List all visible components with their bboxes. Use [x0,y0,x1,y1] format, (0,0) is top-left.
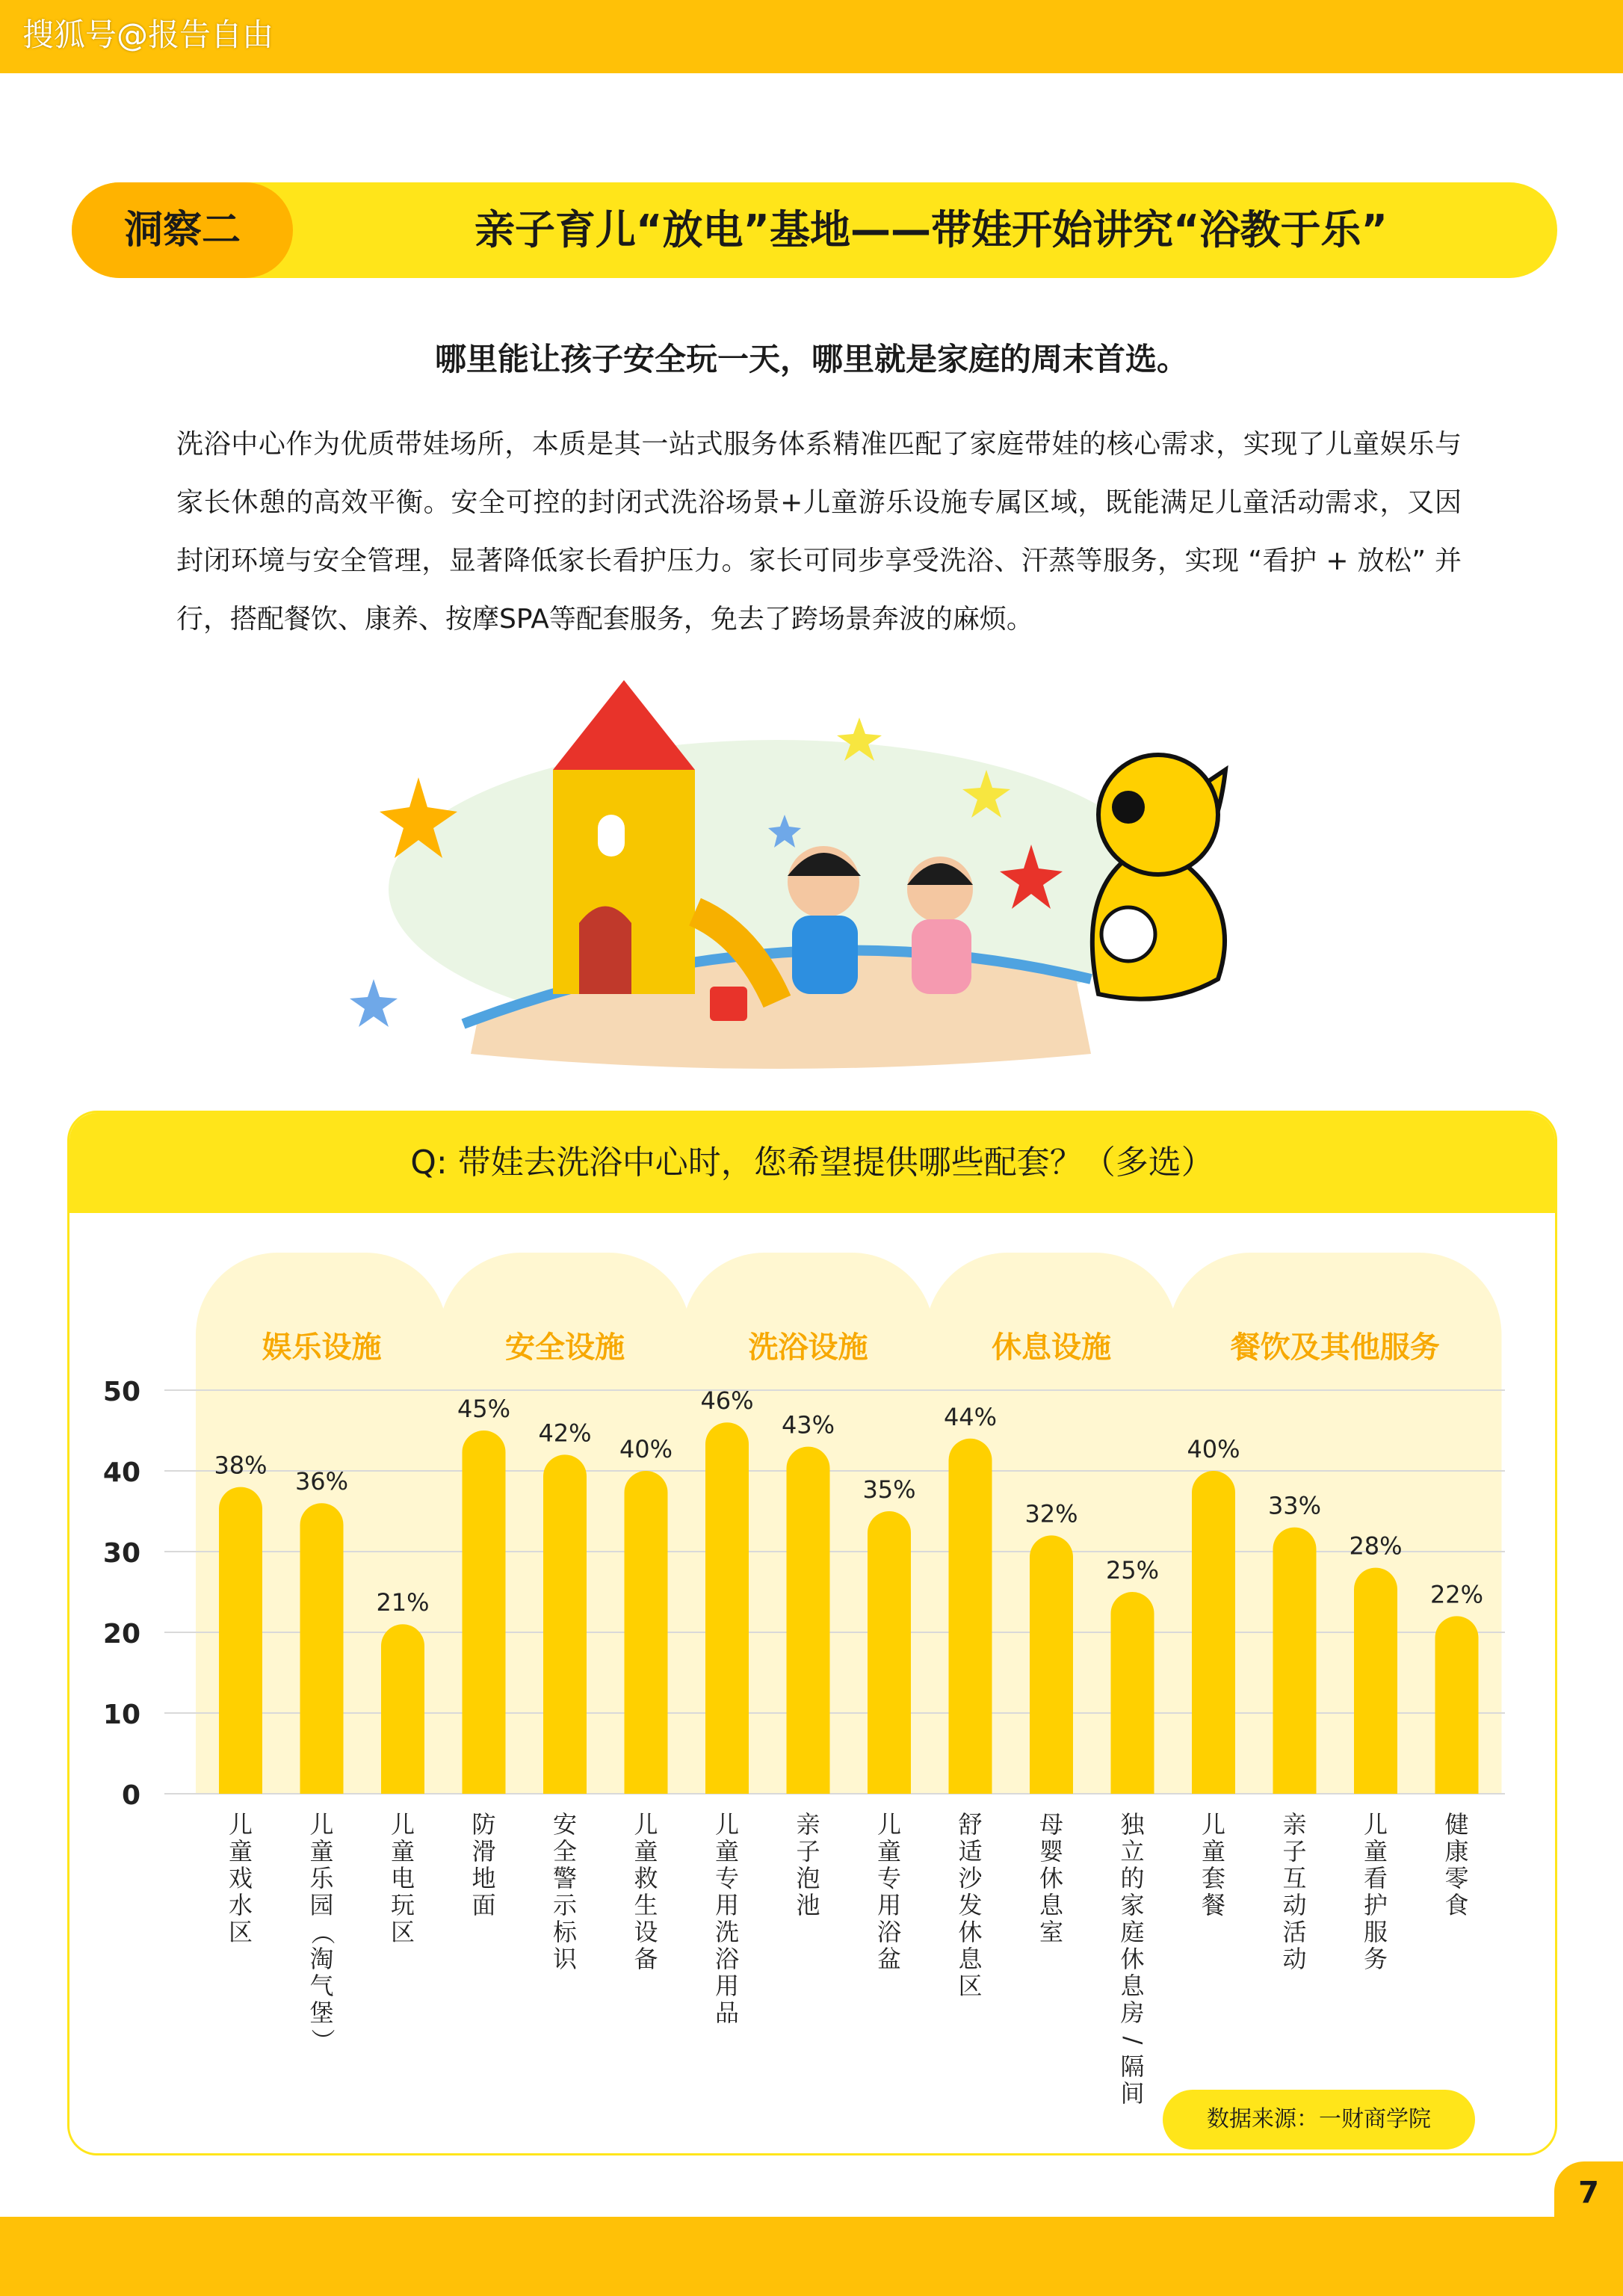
bar [463,1431,506,1794]
bar [1192,1471,1235,1794]
bar-value-label: 45% [457,1395,511,1423]
category-label-char: 庭 [1120,1918,1145,1946]
category-label-char: 浴 [877,1918,902,1946]
bar-value-label: 25% [1105,1556,1160,1584]
bar [219,1487,262,1794]
category-label-char: 气 [309,1972,334,2000]
category-label-char: 休 [958,1918,983,1946]
category-label-char: 护 [1363,1891,1388,1919]
category-label-char: 儿 [714,1810,740,1839]
category-label-char: 水 [228,1891,253,1919]
page-title: 亲子育儿“放电”基地——带娃开始讲究“浴教于乐” [474,206,1388,253]
category-label-char: 息 [1039,1891,1064,1919]
category-label-char: 淘 [309,1945,334,1973]
category-label-char: 务 [1363,1945,1388,1973]
category-label-char: 洗 [714,1918,740,1946]
category-label-char: 警 [552,1864,578,1892]
category-label-char: 亲 [796,1810,820,1839]
category-label-char: 婴 [1039,1837,1064,1866]
category-label-char: 活 [1282,1918,1307,1946]
bar [1435,1616,1479,1794]
bar-value-label: 46% [700,1386,754,1416]
category-label-char: 互 [1282,1864,1307,1892]
category-label-char: 休 [1039,1864,1064,1892]
bar [1273,1528,1317,1794]
bar [1354,1568,1397,1794]
category-label-char: 设 [634,1918,658,1946]
bar-value-label: 28% [1349,1531,1403,1561]
category-label-char: 康 [1444,1837,1469,1866]
category-label-char: 子 [1282,1837,1307,1866]
bar [787,1447,830,1794]
category-label-char: 标 [552,1918,578,1946]
category-label-char: 专 [877,1864,902,1892]
y-tick-label: 40 [102,1457,140,1488]
category-label-char: 儿 [877,1810,902,1839]
group-label: 休息设施 [992,1330,1111,1365]
chart-title: Q: 带娃去洗浴中心时，您希望提供哪些配套？（多选） [410,1144,1214,1182]
y-tick-label: 30 [102,1538,140,1569]
category-label-char: 区 [228,1918,253,1946]
y-tick-label: 50 [102,1377,140,1407]
category-label-char: 童 [877,1837,902,1866]
category-label-char: 防 [472,1810,496,1839]
body-paragraph: 洗浴中心作为优质带娃场所，本质是其一站式服务体系精准匹配了家庭带娃的核心需求，实现了儿童娱乐与家长休憩的高效平衡。安全可控的封闭式洗浴场景+儿童游乐设施专属区域，既能满足儿童活动需求，又因封闭环境与安全管理，显著降低家长看护压力。家长可同步享受洗浴、汗蒸等服务，实现 “看护 + 放松” 并行，搭配餐饮、康养、按摩SPA等配套服务，免去了跨场景奔波的麻烦。 [176,429,1462,635]
y-tick-label: 0 [121,1780,140,1811]
category-label-char: 童 [309,1837,334,1866]
category-label-char: 地 [472,1864,496,1892]
category-label-char: ） [308,2028,337,2053]
category-label-char: 面 [472,1891,496,1919]
category-label-char: 沙 [958,1864,983,1892]
category-label-char: 母 [1039,1810,1064,1839]
category-label-char: 立 [1120,1837,1145,1866]
category-label-char: 区 [958,1972,983,2000]
bar [1030,1535,1073,1794]
group-label: 安全设施 [505,1330,625,1365]
bar [949,1439,992,1794]
group-label: 娱乐设施 [262,1330,382,1365]
category-label-char: 示 [552,1891,578,1919]
category-label-char: 儿 [309,1810,334,1839]
bar-value-label: 35% [862,1475,916,1504]
category-label-char: 餐 [1201,1891,1226,1919]
category-label-char: 房 [1120,1999,1145,2027]
category-label-char: 用 [877,1891,902,1919]
category-label-char: 用 [714,1891,740,1919]
category-label-char: 适 [958,1837,983,1866]
y-tick-label: 20 [102,1619,140,1650]
bar-value-label: 40% [619,1435,673,1463]
category-label-char: 食 [1444,1891,1469,1919]
category-label-char: 儿 [228,1810,253,1839]
category-label-char: 间 [1120,2079,1145,2108]
group-label: 洗浴设施 [748,1330,868,1365]
bar-value-label: 44% [943,1402,998,1431]
group-label: 餐饮及其他服务 [1230,1330,1440,1365]
headline: 哪里能让孩子安全玩一天，哪里就是家庭的周末首选。 [434,341,1188,377]
category-label-char: 品 [714,1999,740,2027]
category-label-char: 儿 [390,1810,415,1839]
category-label-char: / [1119,2036,1148,2045]
category-label-char: 童 [1201,1837,1226,1866]
category-label-char: 童 [634,1837,658,1866]
page-number: 7 [1554,2161,1623,2221]
category-label-char: 家 [1120,1891,1145,1919]
category-label-char: （ [308,1920,337,1945]
bar [868,1511,911,1794]
category-label-char: 动 [1282,1945,1307,1973]
bar-value-label: 22% [1429,1580,1484,1609]
bar [300,1503,344,1794]
category-label-char: 童 [228,1837,253,1866]
category-label-char: 戏 [228,1864,253,1892]
bar [1111,1592,1154,1794]
category-label-char: 子 [796,1837,820,1866]
category-label-char: 浴 [714,1945,740,1973]
category-label-char: 儿 [1201,1810,1226,1839]
category-label-char: 泡 [796,1864,820,1892]
category-label-char: 套 [1201,1864,1226,1892]
category-label-char: 舒 [958,1810,983,1839]
bar-value-label: 21% [376,1588,430,1617]
category-label-char: 息 [1120,1972,1145,2000]
category-label-char: 安 [552,1810,578,1839]
category-label-char: 息 [958,1945,983,1973]
bar [625,1471,668,1794]
category-label-char: 乐 [309,1864,334,1892]
category-label-char: 电 [390,1864,415,1892]
category-label-char: 童 [714,1837,740,1866]
category-label-char: 用 [714,1972,740,2000]
bar-value-label: 36% [294,1467,349,1496]
bottom-bar [0,2217,1623,2296]
category-label-char: 独 [1120,1810,1145,1839]
category-label-char: 健 [1444,1810,1469,1839]
category-label-char: 童 [390,1837,415,1866]
category-label-char: 动 [1282,1891,1307,1919]
bar [543,1454,587,1794]
bar-value-label: 33% [1267,1491,1322,1520]
category-label-char: 区 [390,1918,415,1946]
category-label-char: 池 [796,1891,820,1919]
category-label-char: 生 [634,1891,658,1919]
category-label-char: 儿 [1363,1810,1388,1839]
category-label-char: 盆 [877,1945,902,1973]
category-label-char: 休 [1120,1945,1145,1973]
title-tag: 洞察二 [72,182,293,278]
category-label-char: 专 [714,1864,740,1892]
watermark: 搜狐号@报告自由 [22,16,274,53]
category-label-char: 滑 [472,1837,496,1866]
category-label-char: 玩 [390,1891,415,1919]
category-label-char: 室 [1039,1918,1064,1946]
category-label-char: 服 [1363,1918,1388,1946]
category-label-char: 亲 [1282,1810,1307,1839]
bar [705,1422,749,1794]
category-label-char: 看 [1363,1864,1388,1892]
bar-value-label: 40% [1187,1435,1240,1463]
category-label-char: 识 [552,1945,578,1973]
bar-value-label: 38% [214,1451,268,1480]
category-label-char: 童 [1363,1837,1388,1866]
category-label-char: 发 [958,1891,983,1919]
category-label-char: 隔 [1120,2052,1145,2081]
category-label-char: 的 [1120,1864,1145,1892]
bar-value-label: 32% [1024,1499,1078,1528]
category-label-char: 救 [634,1864,658,1892]
bar [381,1624,424,1794]
category-label-char: 零 [1444,1864,1469,1892]
category-label-char: 园 [309,1891,334,1919]
data-source: 数据来源：一财商学院 [1163,2090,1475,2150]
category-label-char: 堡 [309,1999,334,2027]
bar-value-label: 42% [538,1419,592,1448]
category-label-char: 儿 [634,1810,658,1839]
bar-value-label: 43% [781,1410,835,1439]
y-tick-label: 10 [102,1700,140,1730]
category-label-char: 全 [552,1837,578,1866]
category-label-char: 备 [634,1945,658,1973]
